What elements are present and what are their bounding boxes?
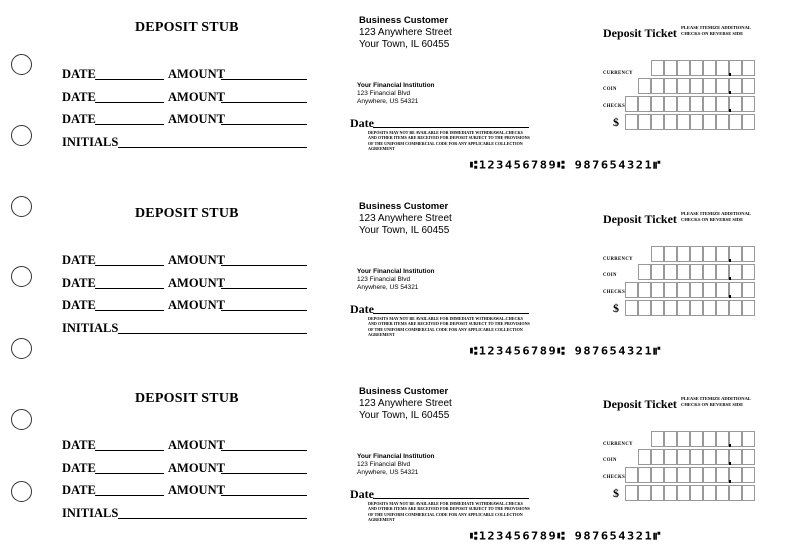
- stub-date-line[interactable]: [95, 124, 164, 125]
- amount-cell[interactable]: [742, 264, 755, 280]
- amount-cell[interactable]: [625, 282, 638, 298]
- checks-label: CHECKS: [603, 290, 626, 295]
- amount-cell[interactable]: [664, 449, 677, 465]
- amount-cell[interactable]: [651, 114, 664, 130]
- amount-cell[interactable]: [742, 114, 755, 130]
- amount-cell[interactable]: [690, 431, 703, 447]
- amount-cell[interactable]: [664, 78, 677, 94]
- amount-cell[interactable]: [664, 485, 677, 501]
- amount-cell[interactable]: [716, 449, 729, 465]
- amount-cell[interactable]: [690, 485, 703, 501]
- amount-cell[interactable]: [664, 96, 677, 112]
- amount-cell[interactable]: [716, 60, 729, 76]
- amount-cell[interactable]: [651, 78, 664, 94]
- micr-line: ⑆123456789⑆ 987654321⑈: [470, 158, 662, 172]
- stub-initials-label: INITIALS: [62, 321, 119, 335]
- decimal-point: [729, 444, 731, 447]
- amount-cell[interactable]: [742, 246, 755, 262]
- decimal-point: [729, 295, 731, 298]
- stub-date-label: DATE: [62, 438, 96, 452]
- stub-initials-line[interactable]: [118, 147, 307, 148]
- amount-cell[interactable]: [742, 282, 755, 298]
- amount-cell[interactable]: [742, 431, 755, 447]
- amount-cell[interactable]: [625, 300, 638, 316]
- stub-amount-label: AMOUNT: [168, 253, 225, 267]
- amount-cell[interactable]: [690, 467, 703, 483]
- amount-cell[interactable]: [677, 282, 690, 298]
- amount-cell[interactable]: [703, 264, 716, 280]
- stub-date-label: DATE: [62, 253, 96, 267]
- stub-date-line[interactable]: [95, 265, 164, 266]
- checks-label: CHECKS: [603, 104, 626, 109]
- amount-cell[interactable]: [690, 449, 703, 465]
- amount-cell[interactable]: [651, 246, 664, 262]
- amount-cell[interactable]: [638, 467, 651, 483]
- stub-date-label: DATE: [62, 67, 96, 81]
- bank-city: Anywhere, US 54321: [357, 284, 419, 291]
- amount-cell[interactable]: [703, 300, 716, 316]
- amount-cell[interactable]: [716, 246, 729, 262]
- amount-cell[interactable]: [742, 300, 755, 316]
- ticket-date-line[interactable]: [373, 498, 529, 499]
- deposit-disclaimer: DEPOSITS MAY NOT BE AVAILABLE FOR IMMEDIATE WITHDRAWAL.CHECKS AND OTHER ITEMS ARE RECEIVED FOR DEPOSIT SUBJECT TO THE PROVISIONS OF THE UNIFORM COMMERCIAL CODE FOR ANY APPLICABLE COLLECTION AGREEMENT: [368, 316, 530, 338]
- amount-cell[interactable]: [729, 114, 742, 130]
- customer-street: 123 Anywhere Street: [359, 398, 452, 409]
- amount-cell[interactable]: [690, 264, 703, 280]
- deposit-ticket-slip: [0, 186, 800, 371]
- decimal-point: [729, 109, 731, 112]
- amount-cell[interactable]: [664, 282, 677, 298]
- itemize-note: PLEASE ITEMIZE ADDITIONAL CHECKS ON REVERSE SIDE: [681, 25, 751, 36]
- dollar-sign: $: [613, 486, 619, 500]
- amount-cell[interactable]: [690, 60, 703, 76]
- stub-initials-line[interactable]: [118, 333, 307, 334]
- bank-street: 123 Financial Blvd: [357, 90, 411, 97]
- bank-address: [357, 453, 435, 477]
- stub-amount-label: AMOUNT: [168, 483, 225, 497]
- stub-date-label: DATE: [62, 112, 96, 126]
- deposit-ticket-slip: [0, 0, 800, 185]
- ticket-date-line[interactable]: [373, 313, 529, 314]
- amount-cell[interactable]: [651, 431, 664, 447]
- amount-cell[interactable]: [716, 467, 729, 483]
- bank-address: [357, 268, 435, 292]
- amount-cell[interactable]: [638, 300, 651, 316]
- micr-line: ⑆123456789⑆ 987654321⑈: [470, 529, 662, 543]
- amount-cell[interactable]: [677, 467, 690, 483]
- deposit-disclaimer: DEPOSITS MAY NOT BE AVAILABLE FOR IMMEDIATE WITHDRAWAL.CHECKS AND OTHER ITEMS ARE RECEIVED FOR DEPOSIT SUBJECT TO THE PROVISIONS OF THE UNIFORM COMMERCIAL CODE FOR ANY APPLICABLE COLLECTION AGREEMENT: [368, 501, 530, 523]
- stub-amount-label: AMOUNT: [168, 438, 225, 452]
- checks-label: CHECKS: [603, 475, 626, 480]
- customer-city: Your Town, IL 60455: [359, 39, 450, 50]
- amount-cell[interactable]: [677, 431, 690, 447]
- bank-city: Anywhere, US 54321: [357, 98, 419, 105]
- stub-amount-label: AMOUNT: [168, 276, 225, 290]
- stub-amount-line[interactable]: [221, 265, 307, 266]
- amount-cell[interactable]: [651, 449, 664, 465]
- amount-cell[interactable]: [664, 60, 677, 76]
- amount-cell[interactable]: [716, 264, 729, 280]
- amount-cell[interactable]: [729, 300, 742, 316]
- stub-initials-label: INITIALS: [62, 506, 119, 520]
- amount-cell[interactable]: [703, 431, 716, 447]
- decimal-point: [729, 91, 731, 94]
- stub-amount-label: AMOUNT: [168, 112, 225, 126]
- deposit-ticket-slip: [0, 371, 800, 555]
- customer-street: 123 Anywhere Street: [359, 213, 452, 224]
- coin-label: COIN: [603, 458, 617, 463]
- amount-cell[interactable]: [664, 300, 677, 316]
- amount-cell[interactable]: [690, 246, 703, 262]
- customer-name: Business Customer: [359, 386, 449, 397]
- amount-cell[interactable]: [690, 282, 703, 298]
- amount-cell[interactable]: [677, 96, 690, 112]
- bank-address: [357, 82, 435, 106]
- amount-cell[interactable]: [729, 467, 742, 483]
- decimal-point: [729, 462, 731, 465]
- bank-name: Your Financial Institution: [357, 453, 435, 460]
- stub-title: DEPOSIT STUB: [135, 206, 239, 221]
- amount-cell[interactable]: [716, 96, 729, 112]
- amount-cell[interactable]: [638, 282, 651, 298]
- amount-cell[interactable]: [729, 246, 742, 262]
- amount-cell[interactable]: [677, 485, 690, 501]
- decimal-point: [729, 73, 731, 76]
- stub-amount-line[interactable]: [221, 288, 307, 289]
- stub-date-label: DATE: [62, 461, 96, 475]
- amount-cell[interactable]: [638, 114, 651, 130]
- coin-label: COIN: [603, 273, 617, 278]
- stub-amount-line[interactable]: [221, 79, 307, 80]
- deposit-disclaimer: DEPOSITS MAY NOT BE AVAILABLE FOR IMMEDIATE WITHDRAWAL.CHECKS AND OTHER ITEMS ARE RECEIVED FOR DEPOSIT SUBJECT TO THE PROVISIONS OF THE UNIFORM COMMERCIAL CODE FOR ANY APPLICABLE COLLECTION AGREEMENT: [368, 130, 530, 152]
- stub-amount-label: AMOUNT: [168, 90, 225, 104]
- amount-cell[interactable]: [677, 264, 690, 280]
- amount-cell[interactable]: [651, 485, 664, 501]
- stub-title: DEPOSIT STUB: [135, 391, 239, 406]
- amount-cell[interactable]: [742, 96, 755, 112]
- deposit-ticket-title: Deposit Ticket: [603, 397, 677, 411]
- amount-cell[interactable]: [625, 485, 638, 501]
- stub-title: DEPOSIT STUB: [135, 20, 239, 35]
- decimal-point: [729, 259, 731, 262]
- amount-cell[interactable]: [664, 431, 677, 447]
- ticket-date-label: Date: [350, 116, 374, 130]
- amount-cell[interactable]: [690, 78, 703, 94]
- amount-cell[interactable]: [690, 96, 703, 112]
- stub-date-line[interactable]: [95, 473, 164, 474]
- amount-cell[interactable]: [703, 114, 716, 130]
- amount-cell[interactable]: [716, 78, 729, 94]
- amount-cell[interactable]: [651, 282, 664, 298]
- amount-cell[interactable]: [625, 114, 638, 130]
- stub-date-line[interactable]: [95, 450, 164, 451]
- amount-cell[interactable]: [716, 300, 729, 316]
- amount-cell[interactable]: [703, 467, 716, 483]
- currency-label: CURRENCY: [603, 71, 633, 76]
- amount-cell[interactable]: [729, 264, 742, 280]
- stub-amount-label: AMOUNT: [168, 67, 225, 81]
- amount-cell[interactable]: [664, 264, 677, 280]
- amount-cell[interactable]: [638, 449, 651, 465]
- stub-amount-line[interactable]: [221, 450, 307, 451]
- stub-amount-line[interactable]: [221, 124, 307, 125]
- amount-cell[interactable]: [703, 485, 716, 501]
- amount-cell[interactable]: [638, 96, 651, 112]
- customer-street: 123 Anywhere Street: [359, 27, 452, 38]
- amount-cell[interactable]: [677, 114, 690, 130]
- bank-city: Anywhere, US 54321: [357, 469, 419, 476]
- dollar-sign: $: [613, 301, 619, 315]
- customer-address: [359, 201, 452, 237]
- stub-date-line[interactable]: [95, 495, 164, 496]
- coin-label: COIN: [603, 87, 617, 92]
- itemize-note: PLEASE ITEMIZE ADDITIONAL CHECKS ON REVERSE SIDE: [681, 211, 751, 222]
- amount-cell[interactable]: [651, 300, 664, 316]
- customer-address: [359, 15, 452, 51]
- bank-name: Your Financial Institution: [357, 268, 435, 275]
- amount-cell[interactable]: [703, 78, 716, 94]
- amount-cell[interactable]: [690, 114, 703, 130]
- amount-cell[interactable]: [729, 485, 742, 501]
- amount-cell[interactable]: [664, 467, 677, 483]
- deposit-ticket-title: Deposit Ticket: [603, 26, 677, 40]
- amount-cell[interactable]: [625, 96, 638, 112]
- amount-cell[interactable]: [729, 78, 742, 94]
- amount-cell[interactable]: [742, 78, 755, 94]
- dollar-sign: $: [613, 115, 619, 129]
- amount-cell[interactable]: [703, 449, 716, 465]
- amount-cell[interactable]: [651, 60, 664, 76]
- amount-cell[interactable]: [729, 449, 742, 465]
- customer-name: Business Customer: [359, 15, 449, 26]
- decimal-point: [729, 480, 731, 483]
- amount-cell[interactable]: [677, 246, 690, 262]
- stub-amount-label: AMOUNT: [168, 461, 225, 475]
- amount-cell[interactable]: [664, 246, 677, 262]
- amount-cell[interactable]: [690, 300, 703, 316]
- amount-cell[interactable]: [716, 114, 729, 130]
- stub-date-line[interactable]: [95, 310, 164, 311]
- amount-cell[interactable]: [729, 96, 742, 112]
- amount-cell[interactable]: [677, 78, 690, 94]
- amount-cell[interactable]: [651, 467, 664, 483]
- stub-initials-line[interactable]: [118, 518, 307, 519]
- bank-street: 123 Financial Blvd: [357, 276, 411, 283]
- amount-cell[interactable]: [638, 264, 651, 280]
- decimal-point: [729, 277, 731, 280]
- currency-label: CURRENCY: [603, 442, 633, 447]
- ticket-date-label: Date: [350, 302, 374, 316]
- stub-date-label: DATE: [62, 276, 96, 290]
- amount-cell[interactable]: [677, 300, 690, 316]
- amount-cell[interactable]: [664, 114, 677, 130]
- ticket-date-label: Date: [350, 487, 374, 501]
- amount-cell[interactable]: [703, 246, 716, 262]
- customer-name: Business Customer: [359, 201, 449, 212]
- stub-amount-line[interactable]: [221, 102, 307, 103]
- stub-date-label: DATE: [62, 90, 96, 104]
- ticket-date-line[interactable]: [373, 127, 529, 128]
- amount-cell[interactable]: [703, 96, 716, 112]
- currency-label: CURRENCY: [603, 257, 633, 262]
- amount-cell[interactable]: [716, 431, 729, 447]
- customer-city: Your Town, IL 60455: [359, 410, 450, 421]
- amount-cell[interactable]: [716, 485, 729, 501]
- amount-cell[interactable]: [677, 60, 690, 76]
- amount-cell[interactable]: [716, 282, 729, 298]
- stub-date-line[interactable]: [95, 288, 164, 289]
- amount-cell[interactable]: [742, 467, 755, 483]
- customer-city: Your Town, IL 60455: [359, 225, 450, 236]
- amount-cell[interactable]: [729, 282, 742, 298]
- amount-cell[interactable]: [729, 60, 742, 76]
- amount-cell[interactable]: [703, 60, 716, 76]
- stub-amount-line[interactable]: [221, 473, 307, 474]
- amount-cell[interactable]: [742, 449, 755, 465]
- deposit-ticket-title: Deposit Ticket: [603, 212, 677, 226]
- stub-date-label: DATE: [62, 483, 96, 497]
- bank-street: 123 Financial Blvd: [357, 461, 411, 468]
- amount-cell[interactable]: [638, 78, 651, 94]
- stub-amount-line[interactable]: [221, 495, 307, 496]
- stub-amount-label: AMOUNT: [168, 298, 225, 312]
- stub-initials-label: INITIALS: [62, 135, 119, 149]
- amount-cell[interactable]: [625, 467, 638, 483]
- stub-date-line[interactable]: [95, 79, 164, 80]
- amount-cell[interactable]: [703, 282, 716, 298]
- micr-line: ⑆123456789⑆ 987654321⑈: [470, 344, 662, 358]
- stub-date-label: DATE: [62, 298, 96, 312]
- stub-date-line[interactable]: [95, 102, 164, 103]
- amount-cell[interactable]: [729, 431, 742, 447]
- bank-name: Your Financial Institution: [357, 82, 435, 89]
- amount-cell[interactable]: [742, 485, 755, 501]
- amount-cell[interactable]: [742, 60, 755, 76]
- amount-cell[interactable]: [651, 96, 664, 112]
- itemize-note: PLEASE ITEMIZE ADDITIONAL CHECKS ON REVERSE SIDE: [681, 396, 751, 407]
- stub-amount-line[interactable]: [221, 310, 307, 311]
- amount-cell[interactable]: [651, 264, 664, 280]
- amount-cell[interactable]: [677, 449, 690, 465]
- amount-cell[interactable]: [638, 485, 651, 501]
- customer-address: [359, 386, 452, 422]
